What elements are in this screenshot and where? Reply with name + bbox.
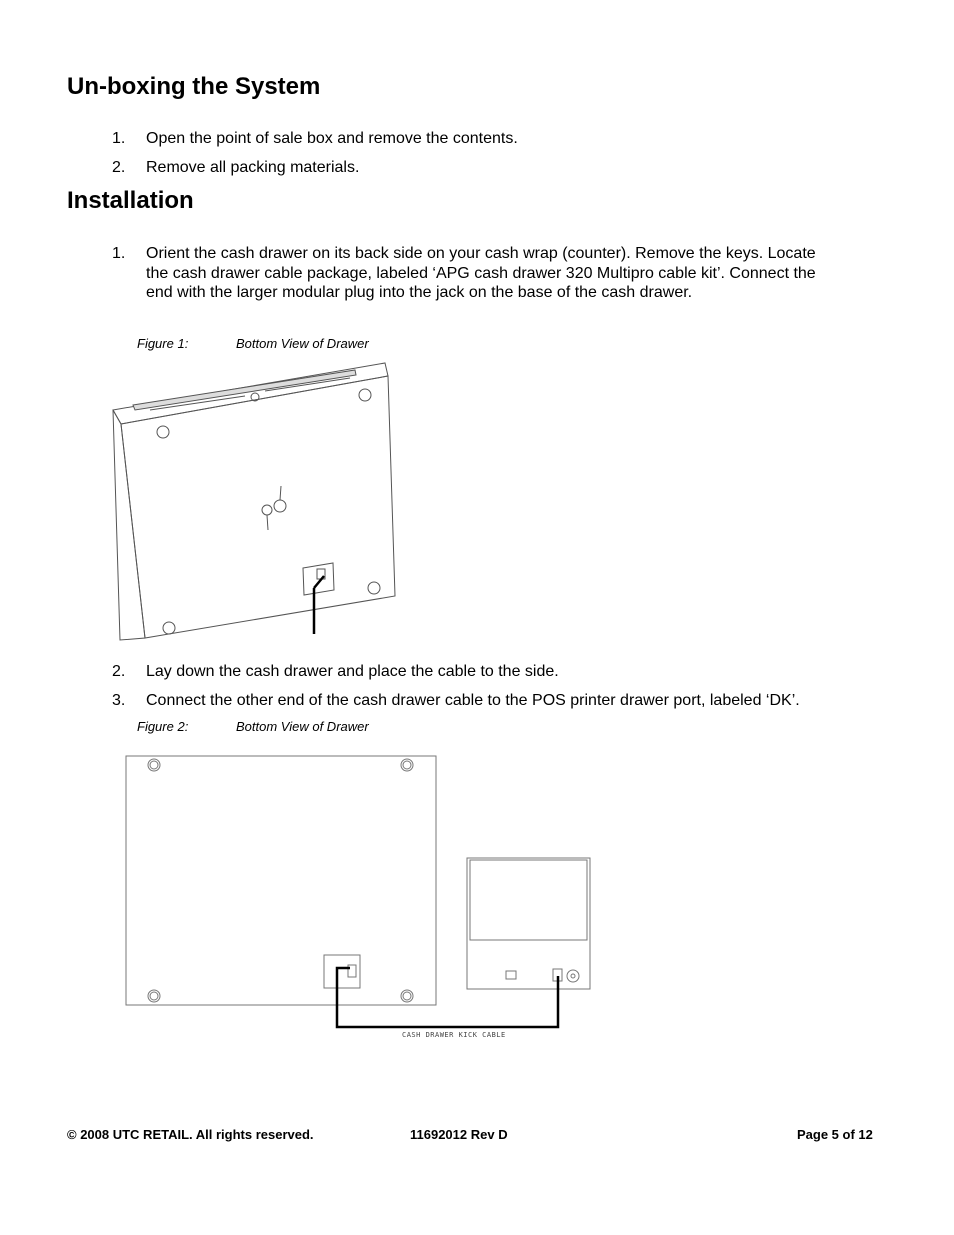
footer-doc-number: 11692012 Rev D <box>410 1127 508 1142</box>
step-number: 2. <box>112 663 126 680</box>
step-text: Connect the other end of the cash drawer cable to the POS printer drawer port, labeled ‘DK’. <box>146 692 800 709</box>
step-text-line: Orient the cash drawer on its back side on your cash wrap (counter). Remove the keys. Locate <box>146 245 816 262</box>
cable-label: CASH DRAWER KICK CABLE <box>402 1031 506 1039</box>
step-text: Lay down the cash drawer and place the cable to the side. <box>146 663 559 680</box>
step-text-line: the cash drawer cable package, labeled ‘APG cash drawer 320 Multipro cable kit’. Connect the <box>146 264 816 282</box>
step-text-line: end with the larger modular plug into the jack on the base of the cash drawer. <box>146 284 693 301</box>
step-number: 1. <box>112 245 126 262</box>
footer-page-number: Page 5 of 12 <box>797 1127 873 1142</box>
step-text: Remove all packing materials. <box>146 159 360 176</box>
footer-copyright: © 2008 UTC RETAIL. All rights reserved. <box>67 1127 314 1142</box>
figure-1-title: Bottom View of Drawer <box>236 336 369 351</box>
figure-1-label: Figure 1: <box>137 336 189 351</box>
step-number: 2. <box>112 159 126 176</box>
figure-2-label: Figure 2: <box>137 719 189 734</box>
step-text: Open the point of sale box and remove the contents. <box>146 130 518 147</box>
step-number: 3. <box>112 692 126 709</box>
step-number: 1. <box>112 130 126 147</box>
heading-installation: Installation <box>67 187 194 214</box>
figure-2-title: Bottom View of Drawer <box>236 719 369 734</box>
heading-unboxing: Un-boxing the System <box>67 73 321 100</box>
